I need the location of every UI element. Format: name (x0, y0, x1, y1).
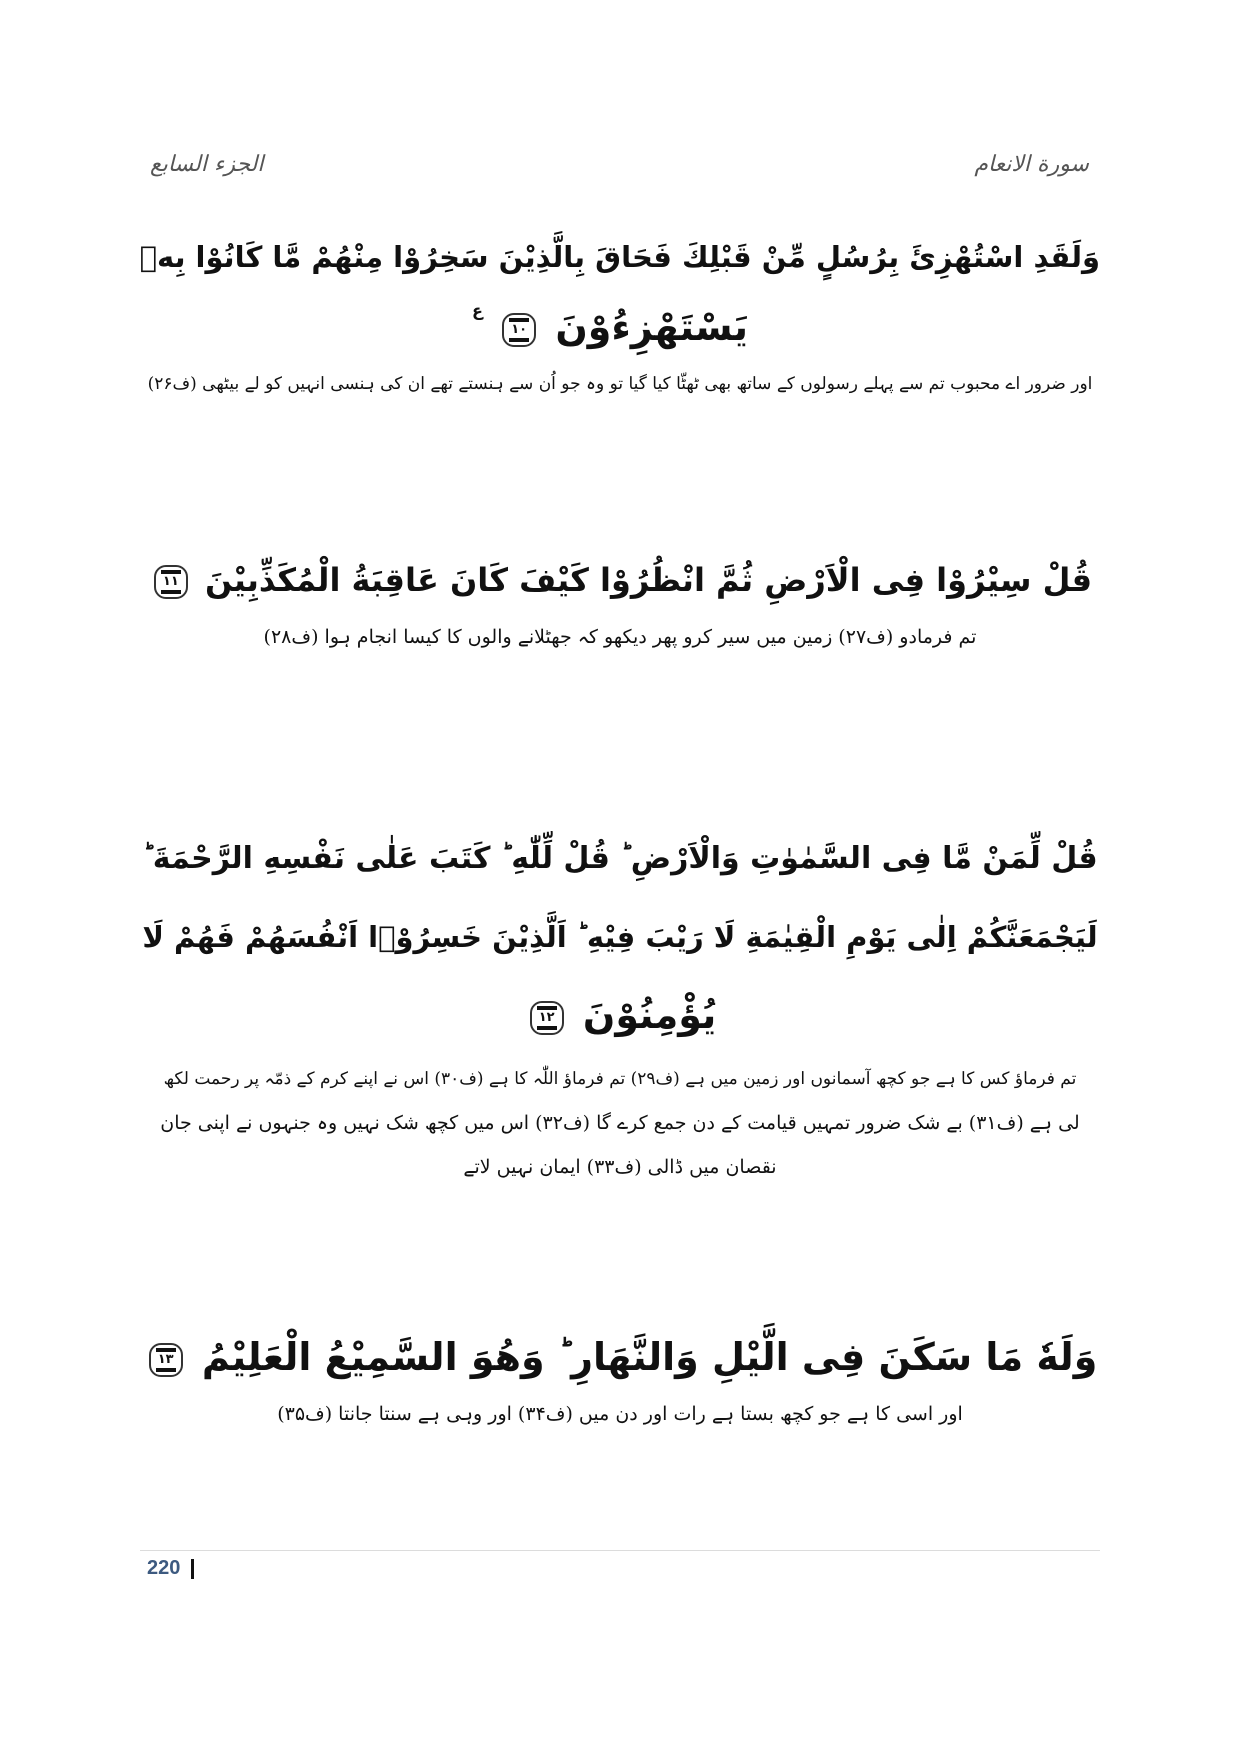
arabic-verse-line: قُلْ لِّمَنْ مَّا فِى السَّمٰوٰتِ وَالْاَرْضِ ؕ قُلْ لِّلّٰهِ ؕ كَتَبَ عَلٰى نَفْسِهِ الرَّحْمَةَ ؕ (142, 841, 1098, 876)
ayah-number-marker: ١٢ (530, 1001, 564, 1035)
arabic-verse-line (140, 292, 1100, 362)
arabic-verse-text: قُلْ سِيْرُوْا فِى الْاَرْضِ ثُمَّ انْظُرُوْا كَيْفَ كَانَ عَاقِبَةُ الْمُكَذِّبِيْنَ (205, 561, 1093, 599)
arabic-verse-text: وَلَهٗ مَا سَكَنَ فِى الَّيْلِ وَالنَّهَارِ ؕ وَهُوَ السَّمِيْعُ الْعَلِيْمُ (201, 1335, 1098, 1379)
verse-block-12 (140, 820, 1100, 1186)
urdu-translation-line: نقصان میں ڈالی (ف۳۳) ایمان نہیں لاتے (463, 1156, 777, 1178)
arabic-verse-line: وَلَقَدِ اسْتُهْزِئَ بِرُسُلٍ مِّنْ قَبْلِكَ فَحَاقَ بِالَّذِيْنَ سَخِرُوْا مِنْهُمْ مَّا كَانُوْا بِهٖ (139, 240, 1100, 274)
verse-block-13 (140, 1322, 1100, 1432)
arabic-verse-line (140, 1322, 1100, 1392)
arabic-verse-text: يُؤْمِنُوْنَ (582, 993, 717, 1037)
arabic-verse-line (140, 976, 1100, 1054)
urdu-translation-line: اور ضرور اے محبوب تم سے پہلے رسولوں کے ساتھ بھی ٹھٹّا کیا گیا تو وہ جو اُن سے ہنستے تھے ان کی ہنسی انہیں کو لے بیٹھی (ف۲۶) (147, 374, 1093, 394)
arabic-verse-line: لَيَجْمَعَنَّكُمْ اِلٰى يَوْمِ الْقِيٰمَةِ لَا رَيْبَ فِيْهِ ؕ اَلَّذِيْنَ خَسِرُوْۤا اَنْفُسَهُمْ فَهُمْ لَا (142, 920, 1098, 954)
footer-divider (140, 1550, 1100, 1551)
ayah-number-marker: ١٣ (149, 1343, 183, 1377)
ayah-number-marker: ١١ (154, 565, 188, 599)
arabic-verse-line (140, 545, 1100, 615)
verse-block-10 (140, 222, 1100, 402)
verse-block-11 (140, 545, 1100, 655)
urdu-translation-line: اور اسی کا ہے جو کچھ بستا ہے رات اور دن میں (ف۳۴) اور وہی ہے سنتا جانتا (ف۳۵) (277, 1403, 963, 1425)
urdu-translation-line: تم فرماؤ کس کا ہے جو کچھ آسمانوں اور زمین میں ہے (ف۲۹) تم فرماؤ اللّٰہ کا ہے (ف۳۰) اس نے اپنے کرم کے ذمّہ پر رحمت لکھ (163, 1069, 1077, 1089)
ayah-number-marker: ١٠ (502, 313, 536, 347)
ruku-mark: ع (471, 301, 483, 320)
urdu-translation-line: تم فرمادو (ف۲۷) زمین میں سیر کرو پھر دیکھو کہ جھٹلانے والوں کا کیسا انجام ہوا (ف۲۸) (263, 626, 977, 648)
page-number-separator (191, 1559, 194, 1579)
arabic-verse-text: يَسْتَهْزِءُوْنَ (555, 305, 749, 349)
page-number: 220 (147, 1557, 181, 1579)
urdu-translation-line: لی ہے (ف۳۱) بے شک ضرور تمہیں قیامت کے دن جمع کرے گا (ف۳۲) اس میں کچھ شک نہیں وہ جنہوں نے اپنی جان (160, 1112, 1080, 1134)
surah-title-header: سورة الانعام (974, 152, 1089, 177)
juz-title-header: الجزء السابع (150, 152, 264, 177)
